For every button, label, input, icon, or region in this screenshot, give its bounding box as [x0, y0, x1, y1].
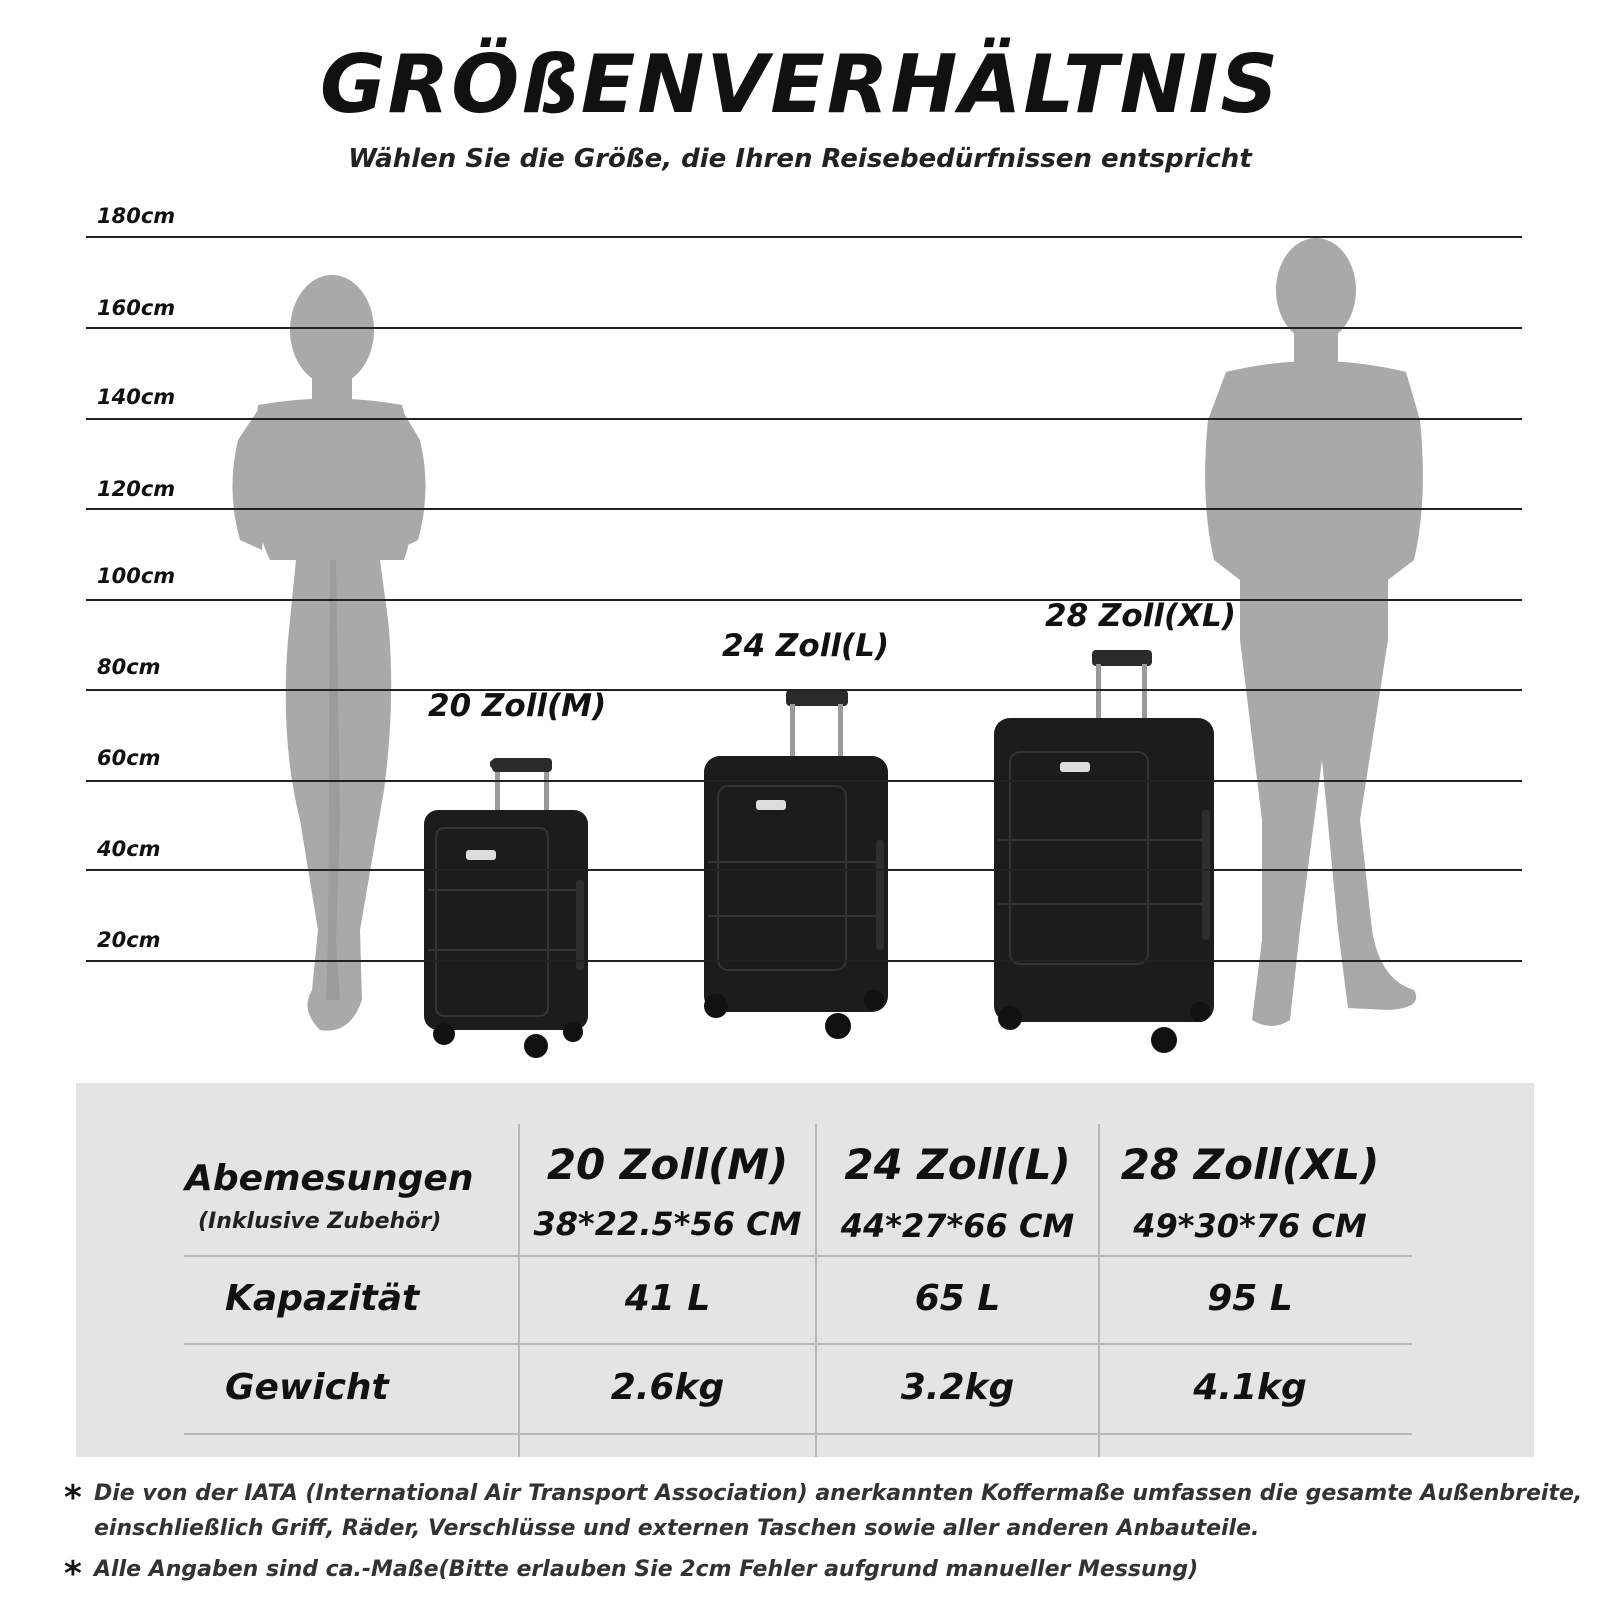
scale-label-180: 180cm [97, 204, 176, 228]
note-1-line-2: einschließlich Griff, Räder, Verschlüsse und externen Taschen sowie aller anderen Anbauteile. [94, 1516, 1260, 1541]
scale-line-80 [86, 689, 1522, 691]
scale-label-100: 100cm [97, 564, 176, 588]
scale-line-60 [86, 780, 1522, 782]
dimensions-24: 44*27*66 CM [840, 1207, 1075, 1245]
woman-silhouette [232, 275, 425, 1031]
page-title: GRÖßENVERHÄLTNIS [319, 38, 1281, 131]
row-header-capacity: Kapazität [225, 1278, 420, 1319]
scale-line-140 [86, 418, 1522, 420]
weight-28: 4.1kg [1193, 1367, 1307, 1408]
page-subtitle: Wählen Sie die Größe, die Ihren Reisebedürfnissen entspricht [348, 144, 1252, 174]
note-1-line-1: Die von der IATA (International Air Transport Association) anerkannten Koffermaße umfassen die gesamte Außenbreite, [94, 1481, 1583, 1506]
suitcase-label-24: 24 Zoll(L) [722, 628, 890, 664]
man-silhouette [1205, 238, 1423, 1026]
suitcase-label-20: 20 Zoll(M) [428, 688, 607, 724]
note-bullet-2: * [64, 1554, 82, 1594]
col-header-20: 20 Zoll(M) [546, 1140, 789, 1189]
suitcase-24 [704, 690, 888, 1039]
capacity-24: 65 L [914, 1278, 1001, 1319]
scale-label-160: 160cm [97, 296, 176, 320]
row-header-weight: Gewicht [225, 1367, 389, 1408]
scale-label-140: 140cm [97, 385, 176, 409]
scale-line-180 [86, 236, 1522, 238]
row-header-dimensions-note: (Inklusive Zubehör) [198, 1209, 442, 1234]
scale-label-80: 80cm [97, 655, 161, 679]
row-header-dimensions: Abemesungen [185, 1158, 474, 1199]
note-bullet-1: * [64, 1478, 82, 1518]
scale-line-120 [86, 508, 1522, 510]
scale-line-40 [86, 869, 1522, 871]
scale-label-40: 40cm [97, 837, 161, 861]
suitcase-28 [994, 650, 1214, 1053]
note-2: Alle Angaben sind ca.-Maße(Bitte erlauben Sie 2cm Fehler aufgrund manueller Messung) [94, 1557, 1199, 1582]
dimensions-20: 38*22.5*56 CM [533, 1205, 802, 1243]
table-rule-1 [184, 1255, 1412, 1257]
suitcase-label-28: 28 Zoll(XL) [1045, 598, 1236, 634]
col-header-28: 28 Zoll(XL) [1120, 1140, 1380, 1189]
scale-line-100 [86, 599, 1522, 601]
table-rule-3 [184, 1433, 1412, 1435]
capacity-28: 95 L [1207, 1278, 1293, 1319]
dimensions-28: 49*30*76 CM [1133, 1207, 1367, 1245]
table-rule-2 [184, 1343, 1412, 1345]
scale-label-20: 20cm [97, 928, 161, 952]
scale-line-20 [86, 960, 1522, 962]
suitcase-20 [424, 758, 588, 1058]
weight-24: 3.2kg [900, 1367, 1015, 1408]
weight-20: 2.6kg [610, 1367, 725, 1408]
col-header-24: 24 Zoll(L) [844, 1140, 1071, 1189]
brand-badge-24 [756, 800, 786, 810]
brand-badge-28 [1060, 762, 1090, 772]
capacity-20: 41 L [624, 1278, 711, 1319]
scale-label-120: 120cm [97, 477, 176, 501]
scale-line-160 [86, 327, 1522, 329]
brand-badge-20 [466, 850, 496, 860]
scale-label-60: 60cm [97, 746, 161, 770]
